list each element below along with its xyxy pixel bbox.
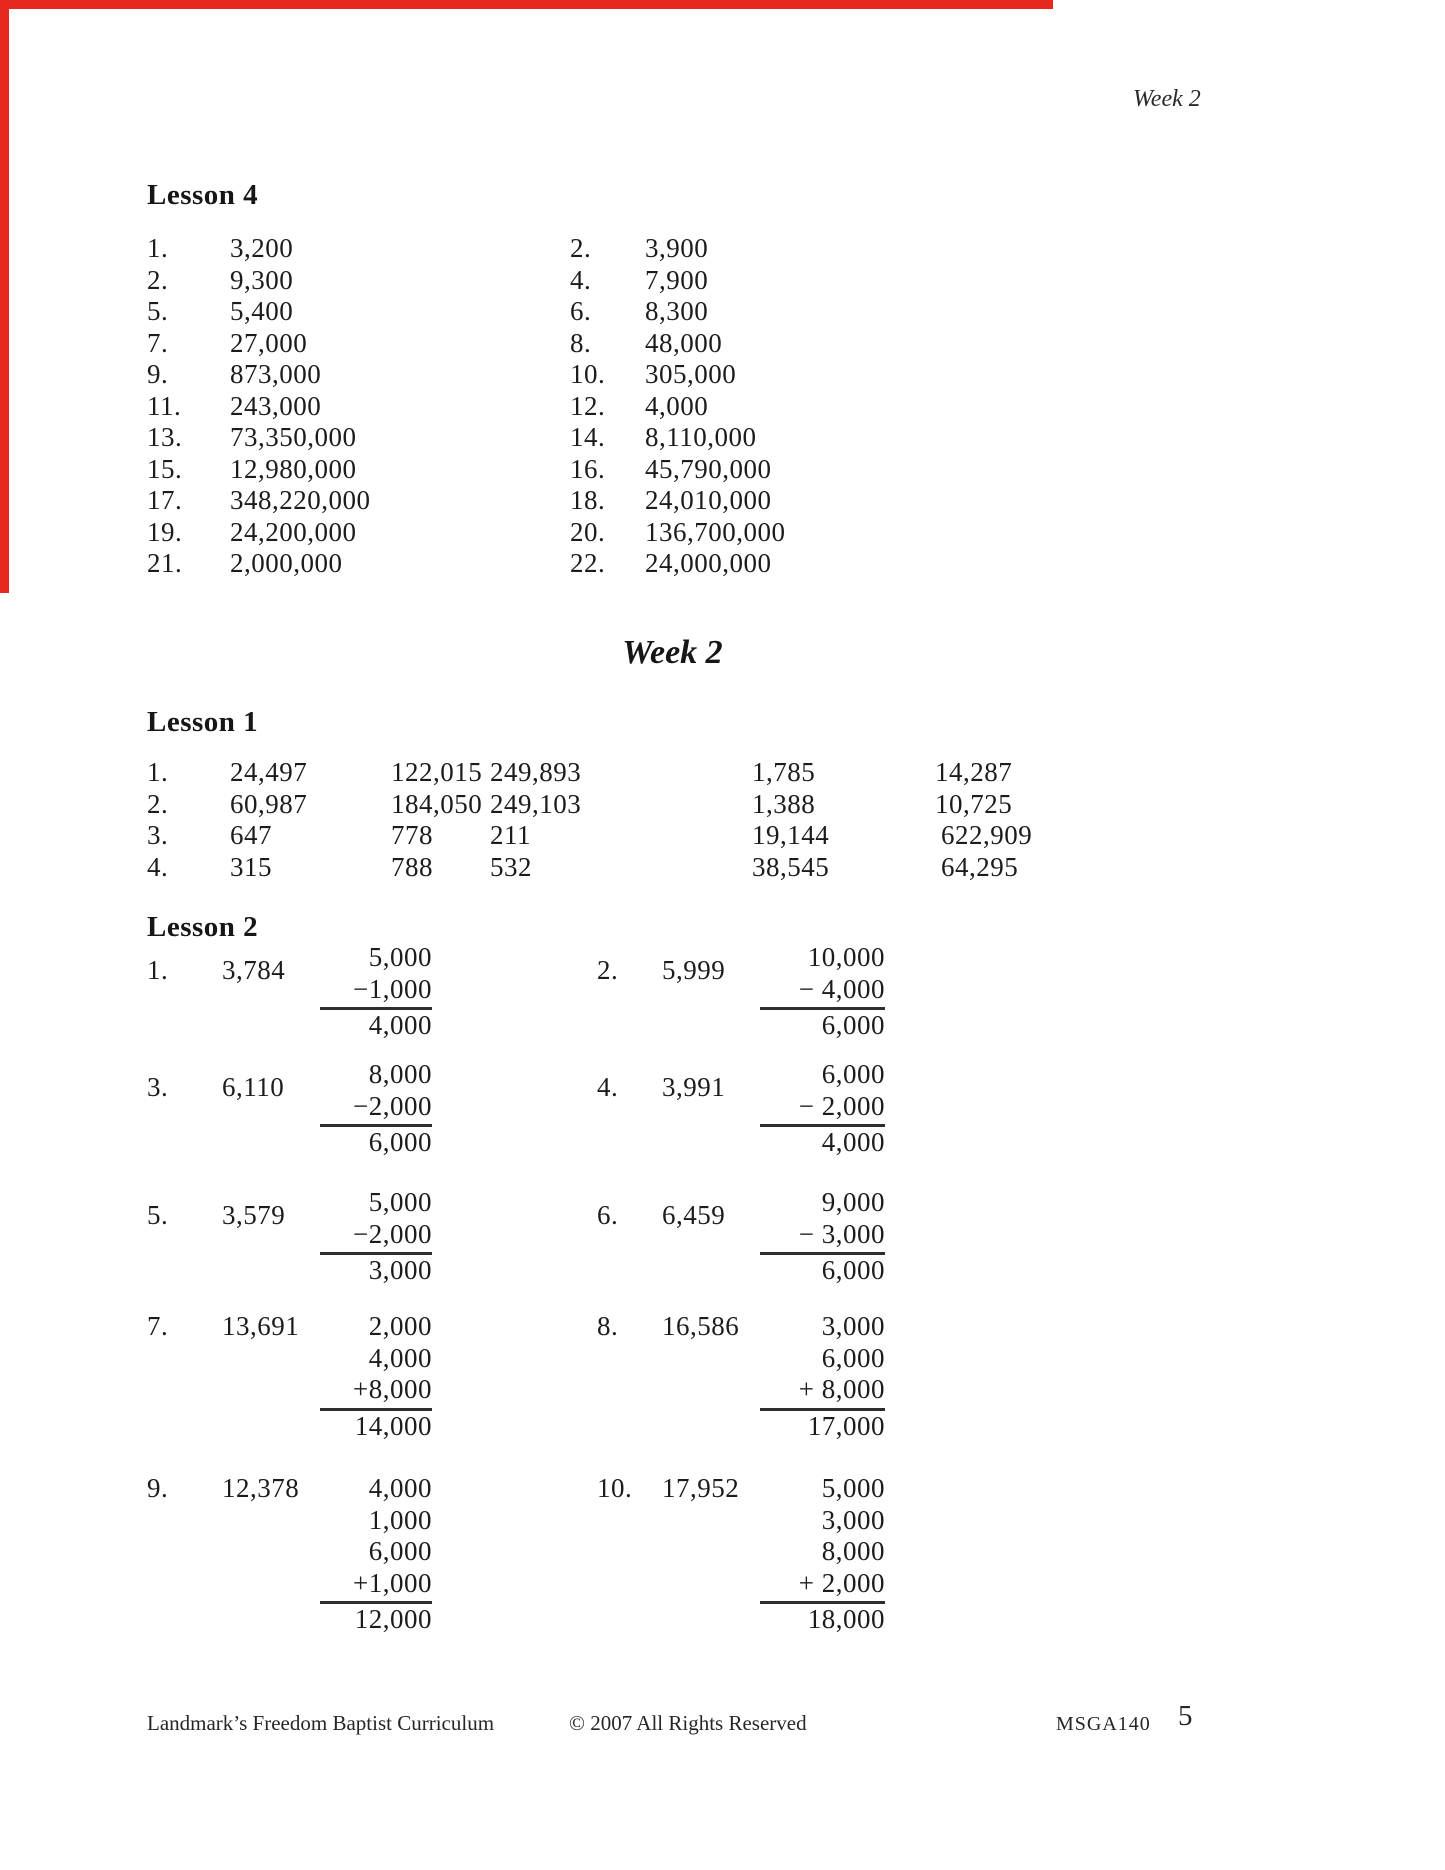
operand-stack [320,1311,432,1442]
answer-number: 8. [570,327,592,358]
answer-value: 45,790,000 [645,453,772,484]
operand: 6,000 [368,1536,432,1566]
lesson4-heading: Lesson 4 [147,179,259,211]
footer-page-number: 5 [1178,1700,1193,1732]
result-value: 12,000 [320,1601,432,1636]
answer-number: 2. [147,264,169,295]
answer-value: 136,700,000 [645,516,786,547]
problem-given-value: 16,586 [662,1311,740,1341]
problem-number: 2. [597,955,619,985]
answer-number: 14. [570,422,606,452]
answer-number: 20. [570,516,606,547]
result-value: 14,000 [320,1408,432,1443]
problem-number: 3. [147,1072,169,1102]
result-value: 3,000 [320,1252,432,1287]
operand: 9,000 [821,1187,885,1217]
answer-value: 19,144 [752,820,830,850]
operand: − 4,000 [798,973,885,1004]
footer-copyright: © 2007 All Rights Reserved [569,1711,807,1735]
answer-value: 778 [391,820,433,850]
operand: 6,000 [821,1059,885,1089]
answer-number: 19. [147,516,183,547]
problem-number: 8. [597,1311,619,1341]
answer-value: 24,010,000 [645,485,772,515]
operand: 8,000 [821,1536,885,1566]
answer-value: 7,900 [645,264,709,295]
week2-heading: Week 2 [622,634,723,671]
answer-number: 11. [147,390,182,421]
answer-value: 249,893 [490,757,582,787]
operand: 3,000 [821,1504,885,1535]
lesson4-answer-list [147,233,786,580]
lesson2-heading: Lesson 2 [147,911,259,943]
operand: −1,000 [353,973,432,1004]
operand: 10,000 [807,942,885,972]
answer-value: 249,103 [490,788,582,819]
operand: 6,000 [821,1342,885,1373]
arithmetic-problem [147,942,432,1042]
answer-value: 1,785 [752,757,816,787]
answer-number: 13. [147,422,183,452]
answer-value: 243,000 [230,390,322,421]
lesson1-heading: Lesson 1 [147,706,259,738]
answer-number: 4. [570,264,592,295]
problem-given-value: 12,378 [222,1473,300,1503]
operand: − 3,000 [798,1218,885,1249]
scan-edge-mark-top [0,0,1053,9]
answer-value: 73,350,000 [230,422,357,452]
answer-value: 9,300 [230,264,294,295]
scan-edge-mark-left [0,0,9,593]
answer-number: 22. [570,548,606,578]
answer-number: 16. [570,453,606,484]
lesson1-answer-list [147,757,1032,883]
operand: + 8,000 [798,1374,885,1404]
result-value: 17,000 [760,1408,885,1443]
footer-course-code: MSGA140 [1056,1713,1151,1735]
problem-number: 10. [597,1473,633,1503]
operand-stack [320,1187,432,1287]
answer-value: 647 [230,820,272,850]
operand: 5,000 [821,1473,885,1503]
arithmetic-problem [597,1473,885,1636]
operand-stack [760,1187,885,1287]
answer-number: 15. [147,453,183,484]
problem-given-value: 3,991 [662,1072,726,1102]
problem-given-value: 3,579 [222,1200,286,1230]
result-value: 6,000 [760,1007,885,1042]
answer-value: 532 [490,851,532,882]
arithmetic-problem [597,1187,885,1287]
answer-number: 17. [147,485,183,515]
problem-given-value: 13,691 [222,1311,300,1341]
operand-stack [760,942,885,1042]
answer-value: 24,000,000 [645,548,772,578]
answer-value: 24,200,000 [230,516,357,547]
arithmetic-problem [147,1187,432,1287]
operand-stack [760,1059,885,1159]
answer-number: 18. [570,485,606,515]
answer-number: 12. [570,390,606,421]
problem-number: 1. [147,955,169,985]
answer-value: 8,110,000 [645,422,757,452]
arithmetic-problem [597,1311,885,1442]
answer-value: 4,000 [645,390,709,421]
answer-value: 27,000 [230,327,308,358]
answer-value: 305,000 [645,359,737,389]
answer-value: 38,545 [752,851,830,882]
answer-value: 60,987 [230,788,308,819]
operand-stack [320,1473,432,1636]
result-value: 6,000 [760,1252,885,1287]
answer-number: 2. [570,233,592,263]
operand: 2,000 [368,1311,432,1341]
answer-value: 622,909 [941,820,1033,850]
result-value: 18,000 [760,1601,885,1636]
operand: 8,000 [368,1059,432,1089]
answer-number: 7. [147,327,169,358]
operand: +8,000 [353,1374,432,1404]
operand: 4,000 [368,1473,432,1503]
answer-value: 64,295 [941,851,1019,882]
operand: + 2,000 [798,1567,885,1598]
operand: 3,000 [821,1311,885,1341]
answer-number: 21. [147,548,183,578]
operand: − 2,000 [798,1090,885,1121]
answer-value: 788 [391,851,433,882]
operand: −2,000 [353,1218,432,1249]
answer-value: 211 [490,820,531,850]
answer-number: 6. [570,296,592,326]
answer-value: 873,000 [230,359,322,389]
problem-number: 5. [147,1200,169,1230]
operand: +1,000 [353,1567,432,1598]
answer-number: 1. [147,233,169,263]
problem-given-value: 6,110 [222,1072,285,1102]
problem-given-value: 17,952 [662,1473,740,1503]
answer-value: 122,015 [391,757,483,787]
answer-value: 10,725 [935,788,1013,819]
answer-number: 9. [147,359,169,389]
answer-value: 184,050 [391,788,483,819]
operand-stack [320,1059,432,1159]
problem-number: 7. [147,1311,169,1341]
running-header-week-label: Week 2 [1133,86,1201,112]
arithmetic-problem [147,1311,432,1442]
problem-number: 4. [597,1072,619,1102]
operand-stack [760,1311,885,1442]
answer-number: 4. [147,851,169,882]
answer-value: 5,400 [230,296,294,326]
answer-value: 348,220,000 [230,485,371,515]
answer-number: 5. [147,296,169,326]
operand-stack [320,942,432,1042]
problem-given-value: 5,999 [662,955,726,985]
answer-number: 1. [147,757,169,787]
arithmetic-problem [597,1059,885,1159]
footer-publisher: Landmark’s Freedom Baptist Curriculum [147,1711,495,1735]
answer-value: 1,388 [752,788,816,819]
arithmetic-problem [147,1059,432,1159]
answer-value: 24,497 [230,757,308,787]
answer-value: 48,000 [645,327,723,358]
answer-number: 3. [147,820,169,850]
result-value: 4,000 [320,1007,432,1042]
answer-value: 3,900 [645,233,709,263]
operand: 1,000 [368,1504,432,1535]
problem-number: 9. [147,1473,169,1503]
operand-stack [760,1473,885,1636]
answer-value: 14,287 [935,757,1013,787]
operand: 4,000 [368,1342,432,1373]
answer-value: 12,980,000 [230,453,357,484]
answer-value: 3,200 [230,233,294,263]
operand: −2,000 [353,1090,432,1121]
answer-value: 8,300 [645,296,709,326]
answer-value: 2,000,000 [230,548,343,578]
operand: 5,000 [368,1187,432,1217]
problem-given-value: 3,784 [222,955,286,985]
result-value: 6,000 [320,1124,432,1159]
problem-number: 6. [597,1200,619,1230]
answer-number: 10. [570,359,606,389]
arithmetic-problem [597,942,885,1042]
answer-value: 315 [230,851,272,882]
arithmetic-problem [147,1473,432,1636]
result-value: 4,000 [760,1124,885,1159]
answer-number: 2. [147,788,169,819]
operand: 5,000 [368,942,432,972]
problem-given-value: 6,459 [662,1200,726,1230]
